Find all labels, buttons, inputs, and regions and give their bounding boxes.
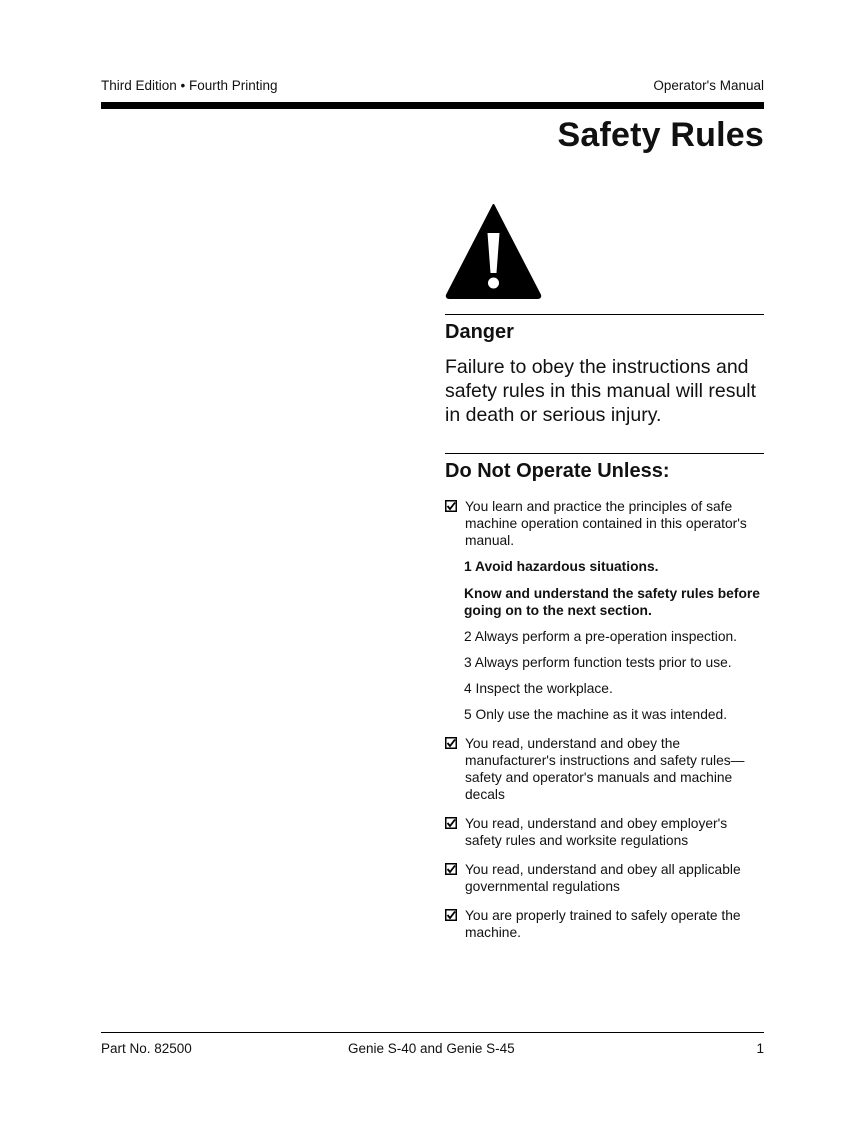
principle-emphasis: Know and understand the safety rules before going on to the next section.	[464, 586, 760, 618]
checkbox-checked-icon	[445, 737, 457, 749]
list-item-continuation: machine operation contained in this operator's manual.	[465, 516, 747, 548]
list-item-line: You read, understand and obey all applicable	[465, 862, 741, 877]
do-not-operate-heading: Do Not Operate Unless:	[445, 460, 670, 482]
list-item-text	[465, 907, 764, 941]
principle-4: 4 Inspect the workplace.	[464, 681, 613, 696]
list-item-line: You read, understand and obey employer's	[465, 816, 728, 831]
list-item-text	[465, 861, 764, 895]
danger-rule	[445, 314, 764, 315]
exclamation-triangle-icon	[445, 203, 542, 299]
list-item	[445, 861, 764, 897]
footer-model: Genie S-40 and Genie S-45	[348, 1041, 515, 1056]
danger-text: Failure to obey the instructions and safety rules in this manual will result in death or serious injury.	[445, 356, 757, 426]
checkbox-checked-icon	[445, 863, 457, 875]
footer-page-number: 1	[756, 1041, 764, 1056]
footer-rule	[101, 1032, 764, 1033]
page-title: Safety Rules	[557, 116, 764, 154]
danger-heading: Danger	[445, 321, 514, 343]
list-item-line: You read, understand and obey the	[465, 736, 681, 751]
principle-3: 3 Always perform function tests prior to use.	[464, 655, 732, 670]
footer-part-number: Part No. 82500	[101, 1041, 192, 1056]
list-item-continuation: manufacturer's instructions and safety rules— safety and operator's manuals and machine decals	[465, 753, 745, 802]
checkbox-checked-icon	[445, 500, 457, 512]
principle-2: 2 Always perform a pre-operation inspection.	[464, 629, 738, 644]
list-item-text	[465, 498, 764, 549]
do-not-operate-rule	[445, 453, 764, 454]
list-item-continuation: machine.	[465, 925, 521, 940]
principle-1: 1 Avoid hazardous situations.	[464, 559, 659, 574]
header-rule	[101, 102, 764, 109]
list-item	[445, 498, 764, 550]
list-item-line: You are properly trained to safely operate the	[465, 908, 741, 923]
header-edition: Third Edition • Fourth Printing	[101, 78, 278, 93]
principle-5: 5 Only use the machine as it was intended.	[464, 707, 728, 722]
list-item-continuation: safety rules and worksite regulations	[465, 833, 689, 848]
checkbox-checked-icon	[445, 909, 457, 921]
list-item	[445, 907, 764, 943]
header-manual-title: Operator's Manual	[653, 78, 764, 93]
checkbox-checked-icon	[445, 817, 457, 829]
list-item	[445, 815, 764, 851]
list-item-text	[465, 735, 752, 803]
list-item-line: You learn and practice the principles of safe	[465, 499, 733, 514]
list-item-continuation: governmental regulations	[465, 879, 620, 894]
list-item	[445, 735, 764, 805]
list-item-text	[465, 815, 764, 849]
